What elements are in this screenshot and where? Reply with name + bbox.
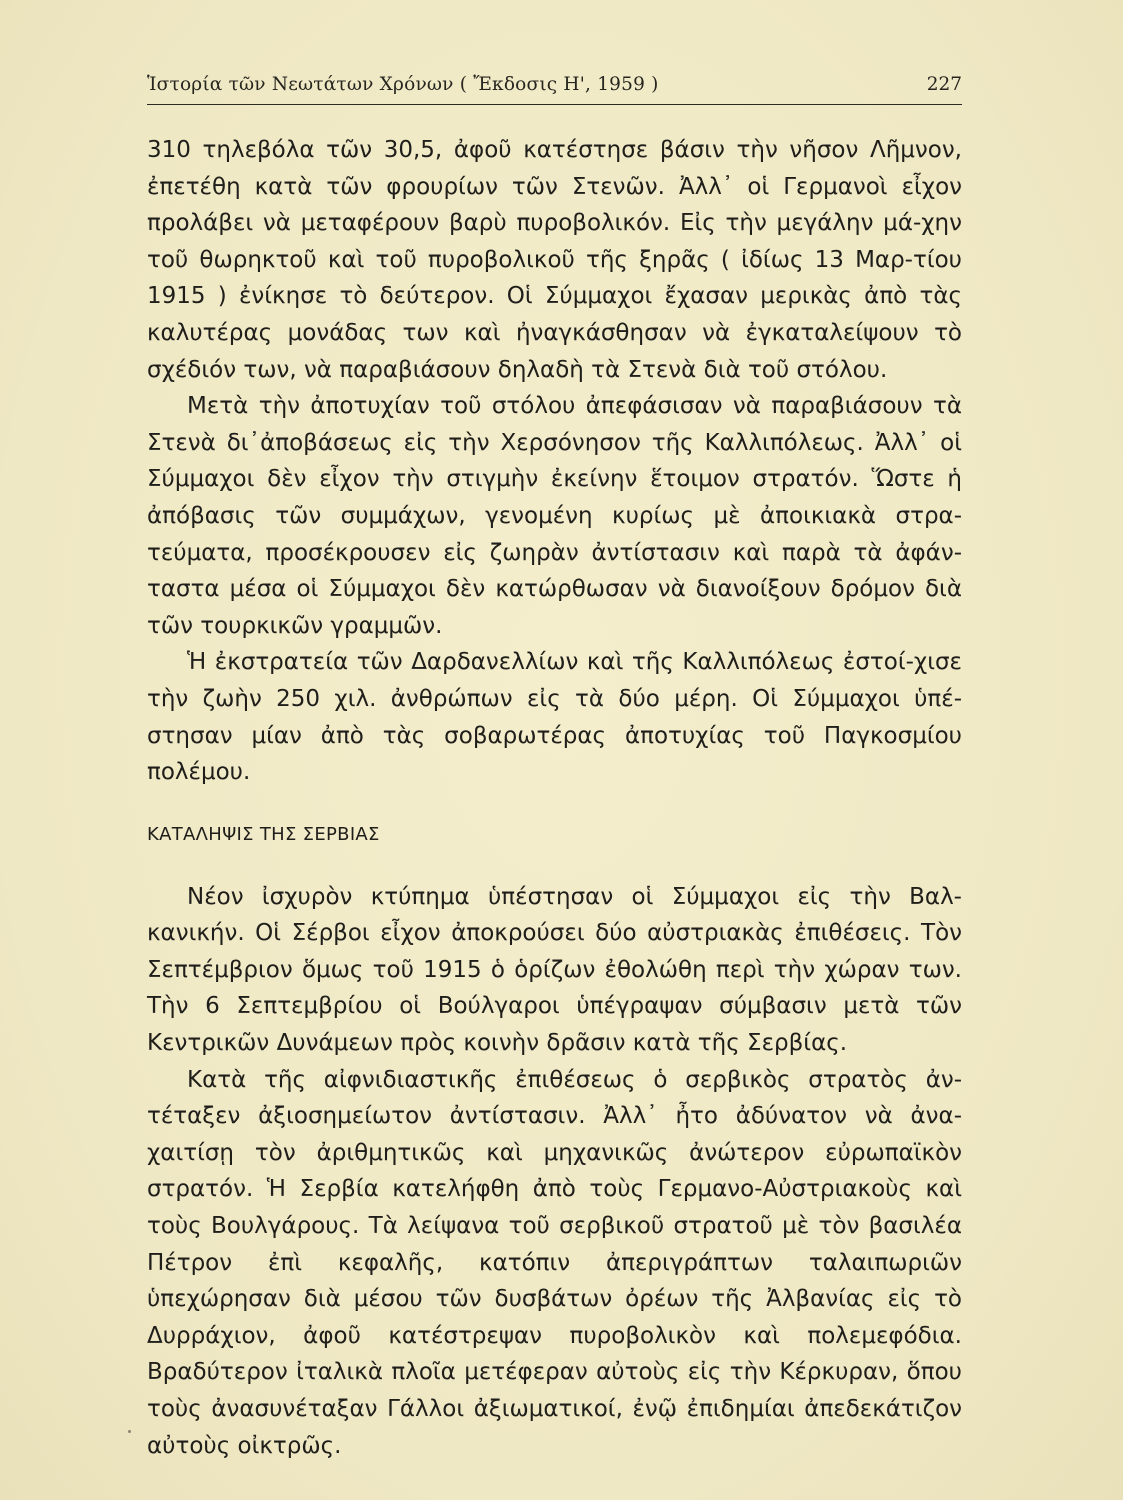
paragraph-lemnos-naval-attack: 310 τηλεβόλα τῶν 30,5, ἀφοῦ κατέστησε βάσιν τὴν νῆσον Λῆμνον, ἐπετέθη κατὰ τῶν φρουρίων τῶν Στενῶν. Ἀλλ᾽ οἱ Γερμανοὶ εἶχον προλάβει νὰ μεταφέρουν βαρὺ πυροβολικόν. Εἰς τὴν μεγάλην μά-χην τοῦ θωρηκτοῦ καὶ τοῦ πυροβολικοῦ τῆς ξηρᾶς ( ἰδίως 13 Μαρ-τίου 1915 ) ἐνίκησε τὸ δεύτερον. Οἱ Σύμμαχοι ἔχασαν μερικὰς ἀπὸ τὰς καλυτέρας μονάδας των καὶ ἠναγκάσθησαν νὰ ἐγκαταλείψουν τὸ σχέδιόν των, νὰ παραβιάσουν δηλαδὴ τὰ Στενὰ διὰ τοῦ στόλου.	[147, 137, 962, 383]
page-number: 227	[926, 74, 962, 95]
book-title: Ἱστορία τῶν Νεωτάτων Χρόνων ( Ἔκδοσις Η', 1959 )	[147, 74, 659, 95]
paper-speck	[128, 1430, 131, 1433]
paragraph-blow-in-balkans: Νέον ἰσχυρὸν κτύπημα ὑπέστησαν οἱ Σύμμαχοι εἰς τὴν Βαλ-κανικήν. Οἱ Σέρβοι εἶχον ἀποκρούσει δύο αὐστριακὰς ἐπιθέσεις. Τὸν Σεπτέμβριον ὅμως τοῦ 1915 ὁ ὁρίζων ἐθολώθη περὶ τὴν χώραν των. Τὴν 6 Σεπτεμβρίου οἱ Βούλγαροι ὑπέγραψαν σύμβασιν μετὰ τῶν Κεντρικῶν Δυνάμεων πρὸς κοινὴν δρᾶσιν κατὰ τῆς Σερβίας.	[147, 883, 962, 1057]
section-heading: ΚΑΤΑΛΗΨΙΣ ΤΗΣ ΣΕΡΒΙΑΣ	[147, 823, 380, 845]
paragraph-campaign-casualties: Ἡ ἐκστρατεία τῶν Δαρδανελλίων καὶ τῆς Καλλιπόλεως ἐστοί-χισε τὴν ζωὴν 250 χιλ. ἀνθρώπων εἰς τὰ δύο μέρη. Οἱ Σύμμαχοι ὑπέ-στησαν μίαν ἀπὸ τὰς σοβαρωτέρας ἀποτυχίας τοῦ Παγκοσμίου πολέμου.	[147, 649, 962, 786]
body-text	[147, 132, 962, 1464]
paragraph-gallipoli-landing: Μετὰ τὴν ἀποτυχίαν τοῦ στόλου ἀπεφάσισαν νὰ παραβιάσουν τὰ Στενὰ δι᾽ἀποβάσεως εἰς τὴν Χερσόνησον τῆς Καλλιπόλεως. Ἀλλ᾽ οἱ Σύμμαχοι δὲν εἶχον τὴν στιγμὴν ἐκείνην ἕτοιμον στρατόν. Ὥστε ἡ ἀπόβασις τῶν συμμάχων, γενομένη κυρίως μὲ ἀποικιακὰ στρα-τεύματα, προσέκρουσεν εἰς ζωηρὰν ἀντίστασιν καὶ παρὰ τὰ ἀφάν-ταστα μέσα οἱ Σύμμαχοι δὲν κατώρθωσαν νὰ διανοίξουν δρόμον διὰ τῶν τουρκικῶν γραμμῶν.	[147, 393, 962, 639]
running-header	[147, 74, 962, 105]
paragraph-serbian-retreat: Κατὰ τῆς αἰφνιδιαστικῆς ἐπιθέσεως ὁ σερβικὸς στρατὸς ἀν-τέταξεν ἀξιοσημείωτον ἀντίστασιν. Ἀλλ᾽ ἦτο ἀδύνατον νὰ ἀνα-χαιτίσῃ τὸν ἀριθμητικῶς καὶ μηχανικῶς ἀνώτερον εὐρωπαϊκὸν στρατόν. Ἡ Σερβία κατελήφθη ἀπὸ τοὺς Γερμανο-Αὐστριακοὺς καὶ τοὺς Βουλγάρους. Τὰ λείψανα τοῦ σερβικοῦ στρατοῦ μὲ τὸν βασιλέα Πέτρον ἐπὶ κεφαλῆς, κατόπιν ἀπεριγράπτων ταλαιπωριῶν ὑπεχώρησαν διὰ μέσου τῶν δυσβάτων ὀρέων τῆς Ἀλβανίας εἰς τὸ Δυρράχιον, ἀφοῦ κατέστρεψαν πυροβολικὸν καὶ πολεμεφόδια. Βραδύτερον ἰταλικὰ πλοῖα μετέφεραν αὐτοὺς εἰς τὴν Κέρκυραν, ὅπου τοὺς ἀνασυνέταξαν Γάλλοι ἀξιωματικοί, ἐνῷ ἐπιδημίαι ἀπεδεκάτιζον αὐτοὺς οἰκτρῶς.	[147, 1066, 962, 1459]
